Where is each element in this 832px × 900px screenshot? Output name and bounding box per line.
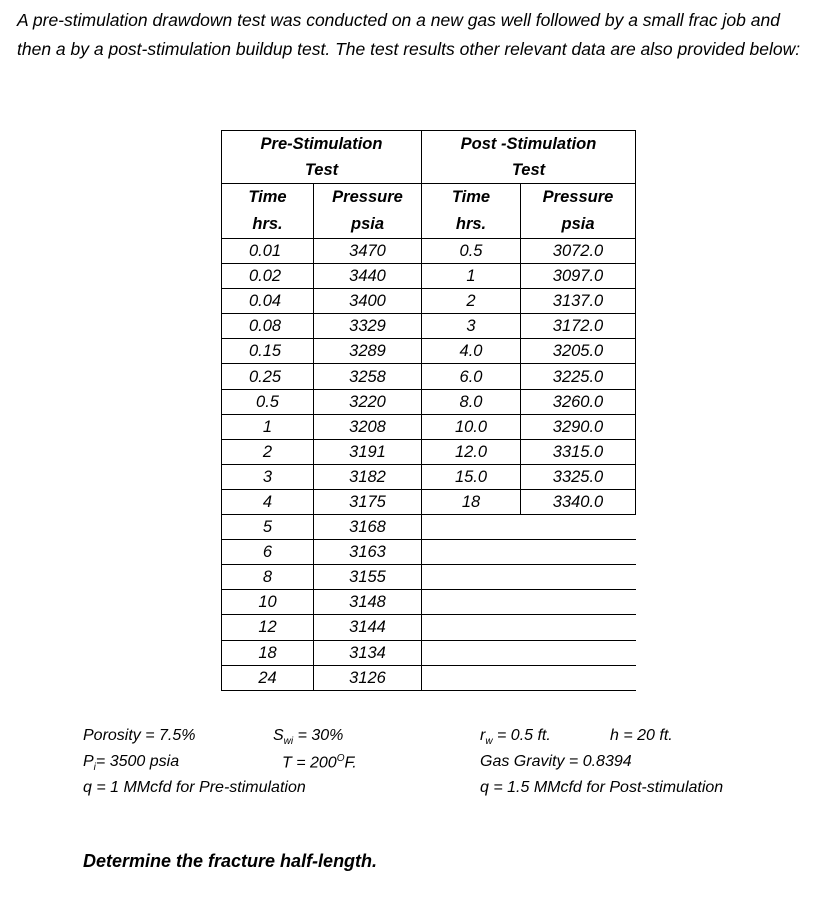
table-cell: 3220 (314, 389, 422, 414)
col-unit: hrs. (422, 210, 521, 239)
table-cell: 2 (222, 439, 314, 464)
col-unit: psia (521, 210, 636, 239)
table-cell: 3072.0 (521, 239, 636, 264)
table-cell: 18 (422, 489, 521, 514)
table-cell: 4.0 (422, 339, 521, 364)
table-cell: 2 (422, 289, 521, 314)
table-cell (422, 665, 636, 690)
rw-value: = 0.5 ft. (492, 727, 551, 744)
table-row (222, 314, 636, 339)
table-row (222, 389, 636, 414)
table-cell: 6.0 (422, 364, 521, 389)
swi-label: S (273, 727, 284, 744)
col-header: Time (222, 184, 314, 211)
q-pre: q = 1 MMcfd for Pre-stimulation (83, 779, 306, 796)
table-cell: 3 (422, 314, 521, 339)
swi-sub: wi (283, 736, 294, 748)
table-row (222, 565, 636, 590)
table-cell: 0.5 (422, 239, 521, 264)
test-data-table (221, 130, 636, 691)
table-row (222, 364, 636, 389)
col-header: Pressure (314, 184, 422, 211)
table-cell: 3155 (314, 565, 422, 590)
t-sup: O (336, 753, 345, 764)
gas-gravity: Gas Gravity = 0.8394 (480, 753, 632, 770)
pre-title: Pre-Stimulation (222, 131, 422, 158)
table-cell: 0.02 (222, 264, 314, 289)
table-row (222, 339, 636, 364)
table-cell: 3172.0 (521, 314, 636, 339)
table-cell: 0.04 (222, 289, 314, 314)
table-cell: 3400 (314, 289, 422, 314)
initial-pressure (83, 753, 179, 773)
t-value: T = 200 (282, 754, 337, 772)
table-row (222, 515, 636, 540)
table-row (222, 289, 636, 314)
table-cell: 0.25 (222, 364, 314, 389)
table-cell: 5 (222, 515, 314, 540)
table-cell: 3126 (314, 665, 422, 690)
thickness: h = 20 ft. (610, 727, 673, 744)
table-cell: 4 (222, 489, 314, 514)
pi-label: P (83, 753, 94, 770)
table-cell: 12.0 (422, 439, 521, 464)
col-header: Pressure (521, 184, 636, 211)
col-unit: psia (314, 210, 422, 239)
table-cell: 0.15 (222, 339, 314, 364)
table-cell: 3260.0 (521, 389, 636, 414)
table-cell: 3290.0 (521, 414, 636, 439)
table-row (222, 540, 636, 565)
pi-sub: i (93, 762, 96, 774)
porosity: Porosity = 7.5% (83, 727, 196, 744)
table-row (222, 590, 636, 615)
table-cell: 0.08 (222, 314, 314, 339)
table-cell: 1 (422, 264, 521, 289)
table-row (222, 464, 636, 489)
table-cell: 3325.0 (521, 464, 636, 489)
wellbore-radius (480, 727, 551, 747)
table-cell: 3168 (314, 515, 422, 540)
swi (273, 727, 343, 747)
post-title-2: Test (422, 157, 636, 184)
table-cell (422, 590, 636, 615)
table-cell (422, 640, 636, 665)
table-cell (422, 615, 636, 640)
table-cell: 15.0 (422, 464, 521, 489)
table-cell: 3205.0 (521, 339, 636, 364)
table-cell: 1 (222, 414, 314, 439)
table-row (222, 439, 636, 464)
table-row (222, 640, 636, 665)
rw-sub: w (485, 736, 493, 748)
table-cell: 3440 (314, 264, 422, 289)
table-cell: 10.0 (422, 414, 521, 439)
intro-paragraph: A pre-stimulation drawdown test was conducted on a new gas well followed by a small frac job and then a by a post-stimulation buildup test. The test results other relevant data are also provided below: (17, 10, 801, 59)
question: Determine the fracture half-length. (83, 851, 378, 871)
table-cell: 3315.0 (521, 439, 636, 464)
table-cell: 0.5 (222, 389, 314, 414)
table-cell: 3134 (314, 640, 422, 665)
table-cell: 12 (222, 615, 314, 640)
table-cell: 3258 (314, 364, 422, 389)
table-cell: 24 (222, 665, 314, 690)
col-unit: hrs. (222, 210, 314, 239)
table-cell (422, 515, 636, 540)
table-cell: 3470 (314, 239, 422, 264)
table-cell: 0.01 (222, 239, 314, 264)
table-cell: 3 (222, 464, 314, 489)
table-cell: 18 (222, 640, 314, 665)
t-unit: F. (344, 754, 357, 772)
table-cell: 3163 (314, 540, 422, 565)
q-post: q = 1.5 MMcfd for Post-stimulation (480, 779, 724, 796)
table-row (222, 264, 636, 289)
pi-value: = 3500 psia (95, 753, 180, 770)
post-title: Post -Stimulation (422, 131, 636, 158)
table-row (222, 239, 636, 264)
table-cell (422, 540, 636, 565)
table-cell: 3144 (314, 615, 422, 640)
swi-value: = 30% (293, 727, 344, 744)
table-cell: 6 (222, 540, 314, 565)
table-row (222, 615, 636, 640)
table-row (222, 665, 636, 690)
table-cell: 8.0 (422, 389, 521, 414)
table-cell: 3137.0 (521, 289, 636, 314)
table-cell: 3329 (314, 314, 422, 339)
table-cell: 3182 (314, 464, 422, 489)
pre-title-2: Test (222, 157, 422, 184)
table-cell: 10 (222, 590, 314, 615)
table-row (222, 414, 636, 439)
table-cell: 3340.0 (521, 489, 636, 514)
table-cell: 3289 (314, 339, 422, 364)
table-row (222, 489, 636, 514)
table-cell: 3175 (314, 489, 422, 514)
temperature (282, 753, 357, 772)
table-cell: 8 (222, 565, 314, 590)
table-cell: 3191 (314, 439, 422, 464)
table-cell (422, 565, 636, 590)
table-cell: 3225.0 (521, 364, 636, 389)
col-header: Time (422, 184, 521, 211)
table-cell: 3097.0 (521, 264, 636, 289)
table-cell: 3148 (314, 590, 422, 615)
rw-label: r (480, 727, 486, 744)
table-cell: 3208 (314, 414, 422, 439)
